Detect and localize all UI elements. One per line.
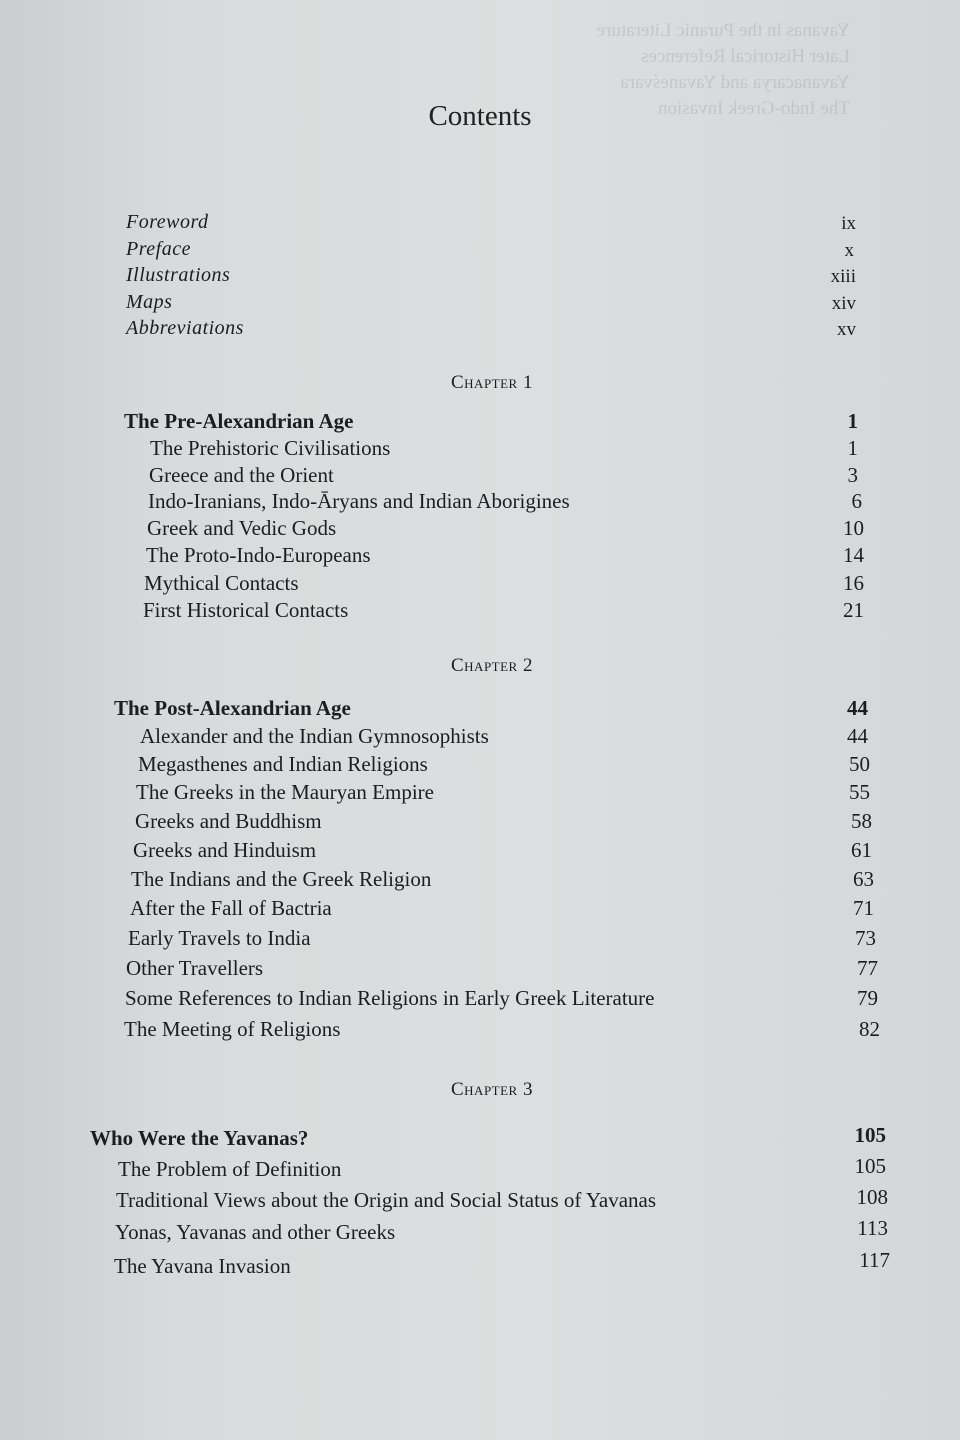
toc-entry[interactable]: The Greeks in the Mauryan Empire <box>136 780 434 804</box>
toc-page-number: 113 <box>857 1216 888 1240</box>
toc-page-number: 77 <box>857 956 878 980</box>
toc-entry[interactable]: Indo-Iranians, Indo-Āryans and Indian Aborigines <box>148 489 570 513</box>
show-through-text: Yavanas in the Puranic Literature Later Historical References Yavanacarya and Yavaneśvara The Indo-Greek Invasion <box>596 20 850 119</box>
chapter-3-heading: Chapter 3 <box>451 1079 533 1100</box>
toc-page-number: 61 <box>851 838 872 862</box>
toc-page-number: 117 <box>859 1248 890 1272</box>
chapter-1-title[interactable]: The Pre-Alexandrian Age <box>124 409 354 433</box>
toc-page-number: 82 <box>859 1017 880 1041</box>
toc-page-number: 105 <box>854 1123 886 1147</box>
toc-entry[interactable]: The Problem of Definition <box>118 1157 342 1181</box>
toc-page-number: 21 <box>843 598 864 622</box>
toc-page-number: 6 <box>851 489 862 513</box>
toc-page-number: 10 <box>843 516 864 540</box>
toc-entry[interactable]: Early Travels to India <box>128 926 311 950</box>
toc-page-number: 50 <box>849 752 870 776</box>
toc-page-number: 1 <box>847 436 858 460</box>
toc-page-number: 3 <box>847 463 858 487</box>
toc-entry[interactable]: First Historical Contacts <box>143 598 349 622</box>
toc-front-maps[interactable]: Maps <box>126 291 173 313</box>
toc-page-number: 44 <box>847 696 868 720</box>
toc-entry[interactable]: Greece and the Orient <box>149 463 334 487</box>
toc-entry[interactable]: The Indians and the Greek Religion <box>131 867 432 891</box>
toc-page-number: 14 <box>843 543 864 567</box>
toc-page-number: xiv <box>831 293 856 314</box>
toc-entry[interactable]: Other Travellers <box>126 956 264 980</box>
chapter-1-heading: Chapter 1 <box>451 372 533 393</box>
toc-front-abbreviations[interactable]: Abbreviations <box>126 317 244 339</box>
chapter-3-title[interactable]: Who Were the Yavanas? <box>90 1126 309 1150</box>
toc-entry[interactable]: Alexander and the Indian Gymnosophists <box>140 724 489 748</box>
toc-page-number: 58 <box>851 809 872 833</box>
toc-page-number: 63 <box>853 867 874 891</box>
toc-page-number: 16 <box>843 571 864 595</box>
toc-page-number: 73 <box>855 926 876 950</box>
toc-front-illustrations[interactable]: Illustrations <box>126 264 231 286</box>
toc-page-number: xv <box>837 319 856 340</box>
toc-entry[interactable]: Megasthenes and Indian Religions <box>138 752 428 776</box>
toc-entry[interactable]: The Proto-Indo-Europeans <box>146 543 371 567</box>
toc-front-foreword[interactable]: Foreword <box>126 211 209 233</box>
toc-page-number: 44 <box>847 724 868 748</box>
toc-page-number: xiii <box>830 266 856 287</box>
toc-entry[interactable]: The Prehistoric Civilisations <box>150 436 391 460</box>
toc-entry[interactable]: After the Fall of Bactria <box>130 896 332 920</box>
toc-front-preface[interactable]: Preface <box>126 238 191 260</box>
toc-entry[interactable]: The Yavana Invasion <box>114 1254 291 1278</box>
toc-entry[interactable]: Mythical Contacts <box>144 571 299 595</box>
toc-entry[interactable]: Traditional Views about the Origin and Social Status of Yavanas <box>116 1188 657 1212</box>
toc-entry[interactable]: Some References to Indian Religions in Early Greek Literature <box>125 986 655 1010</box>
toc-page-number: 1 <box>847 409 858 433</box>
toc-page-number: 55 <box>849 780 870 804</box>
toc-page-number: 108 <box>856 1185 888 1209</box>
toc-entry[interactable]: The Meeting of Religions <box>124 1017 341 1041</box>
toc-page-number: x <box>844 240 854 261</box>
toc-page-number: 105 <box>854 1154 886 1178</box>
chapter-2-title[interactable]: The Post-Alexandrian Age <box>114 696 351 720</box>
chapter-2-heading: Chapter 2 <box>451 655 533 676</box>
toc-page-number: ix <box>841 213 856 234</box>
toc-entry[interactable]: Greeks and Buddhism <box>135 809 322 833</box>
toc-page-number: 71 <box>853 896 874 920</box>
toc-entry[interactable]: Greek and Vedic Gods <box>147 516 337 540</box>
page-title: Contents <box>428 100 532 132</box>
toc-entry[interactable]: Greeks and Hinduism <box>133 838 317 862</box>
toc-entry[interactable]: Yonas, Yavanas and other Greeks <box>115 1220 396 1244</box>
toc-page-number: 79 <box>857 986 878 1010</box>
